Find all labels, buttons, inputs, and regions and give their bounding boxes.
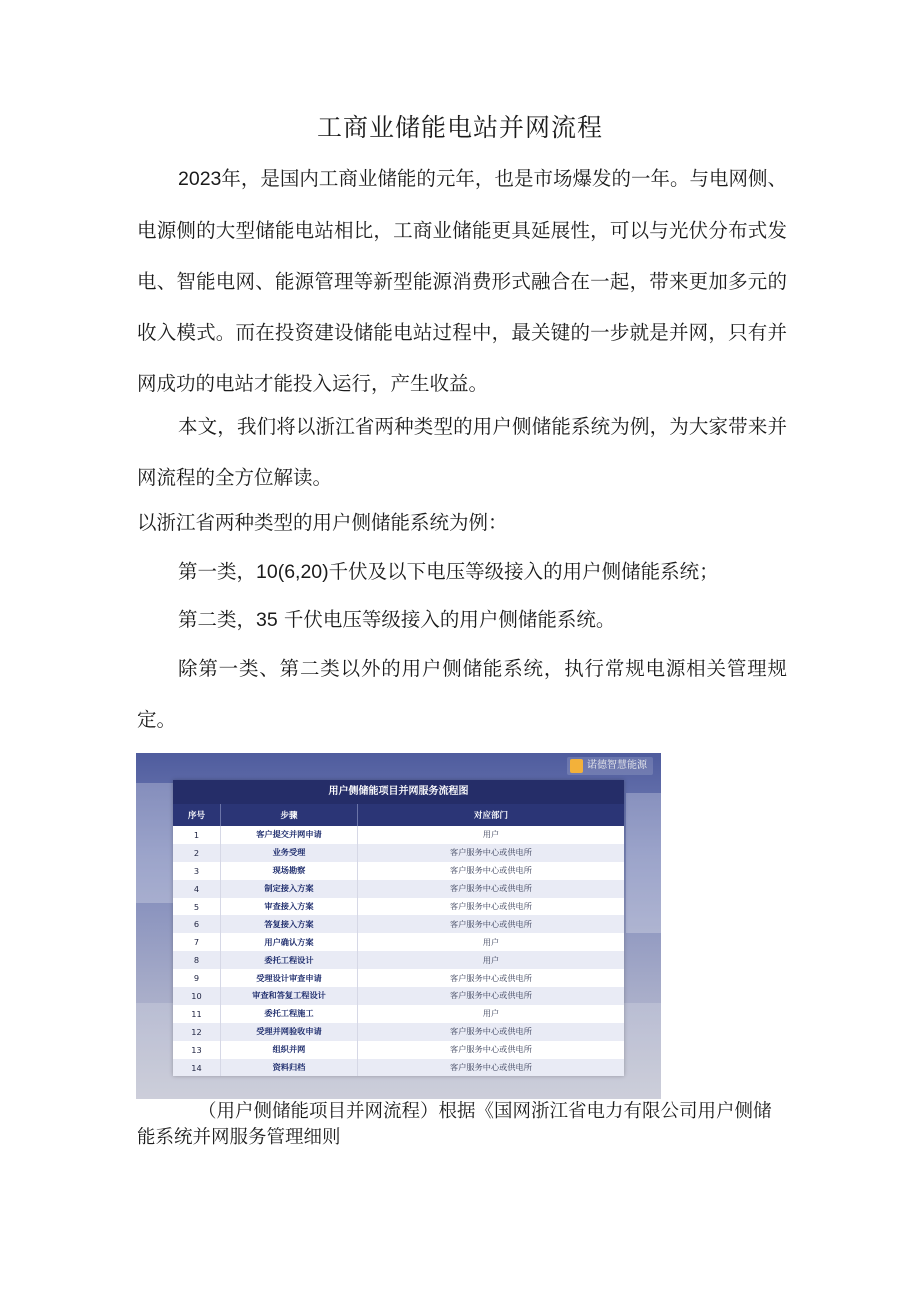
row-department-cell: 客户服务中心或供电所 bbox=[358, 915, 625, 933]
row-department-cell: 客户服务中心或供电所 bbox=[358, 1059, 625, 1077]
row-step-cell: 委托工程设计 bbox=[221, 951, 358, 969]
table-row bbox=[173, 1005, 624, 1023]
category-two-prefix: 第二类， bbox=[178, 608, 257, 631]
figure-caption: （用户侧储能项目并网流程）根据《国网浙江省电力有限公司用户侧储能系统并网服务管理细则 bbox=[137, 1101, 772, 1148]
row-seq-cell: 10 bbox=[173, 987, 221, 1005]
category-one bbox=[178, 557, 719, 587]
table-row bbox=[173, 951, 624, 969]
row-department-cell: 客户服务中心或供电所 bbox=[358, 844, 625, 862]
row-seq-cell: 13 bbox=[173, 1041, 221, 1059]
row-department-cell: 用户 bbox=[358, 951, 625, 969]
header-department: 对应部门 bbox=[358, 804, 625, 826]
row-seq-cell: 11 bbox=[173, 1005, 221, 1023]
row-step-cell: 资料归档 bbox=[221, 1059, 358, 1077]
page-title: 工商业储能电站并网流程 bbox=[316, 113, 603, 142]
intro-year: 2023 bbox=[178, 168, 222, 190]
table-row bbox=[173, 880, 624, 898]
row-department-cell: 用户 bbox=[482, 829, 500, 840]
table-title: 用户侧储能项目并网服务流程图 bbox=[173, 780, 624, 804]
paragraph-overview: 本文，我们将以浙江省两种类型的用户侧储能系统为例，为大家带来并网流程的全方位解读。 bbox=[137, 415, 787, 489]
brand-logo-text: 诺德智慧能源 bbox=[587, 760, 647, 771]
row-step-cell: 受理设计审查申请 bbox=[221, 969, 358, 987]
row-seq-cell: 7 bbox=[173, 933, 221, 951]
row-step-cell: 委托工程施工 bbox=[221, 1005, 358, 1023]
row-step-cell: 制定接入方案 bbox=[221, 880, 358, 898]
example-line: 以浙江省两种类型的用户侧储能系统为例： bbox=[137, 511, 508, 534]
row-step-cell: 现场勘察 bbox=[221, 862, 358, 880]
row-seq-cell: 12 bbox=[173, 1023, 221, 1041]
table-row bbox=[173, 1041, 624, 1059]
row-step-cell: 答复接入方案 bbox=[221, 915, 358, 933]
row-step-cell: 组织并网 bbox=[221, 1041, 358, 1059]
category-one-prefix: 第一类， bbox=[178, 560, 257, 583]
row-department-cell: 客户服务中心或供电所 bbox=[450, 1044, 532, 1055]
table-row bbox=[173, 969, 624, 987]
row-department-cell: 用户 bbox=[482, 1008, 500, 1019]
row-department-cell: 用户 bbox=[482, 936, 500, 947]
process-table-grid bbox=[173, 804, 624, 1076]
background-building bbox=[626, 793, 661, 933]
row-seq-cell: 9 bbox=[173, 969, 221, 987]
category-two bbox=[178, 605, 615, 635]
brand-logo bbox=[567, 757, 653, 775]
row-seq-cell: 1 bbox=[173, 826, 221, 844]
table-row bbox=[173, 862, 624, 880]
row-step-cell: 业务受理 bbox=[221, 844, 358, 862]
row-department-cell: 客户服务中心或供电所 bbox=[358, 880, 625, 898]
table-row bbox=[173, 1059, 624, 1077]
header-seq: 序号 bbox=[173, 804, 221, 826]
row-seq-cell: 4 bbox=[173, 880, 221, 898]
flowchart-figure bbox=[136, 753, 661, 1099]
table-row bbox=[173, 933, 624, 951]
table-row bbox=[173, 987, 624, 1005]
paragraph-other-systems: 除第一类、第二类以外的用户侧储能系统，执行常规电源相关管理规定。 bbox=[137, 657, 787, 731]
intro-text: 年，是国内工商业储能的元年，也是市场爆发的一年。与电网侧、电源侧的大型储能电站相比，工商业储能更具延展性，可以与光伏分布式发电、智能电网、能源管理等新型能源消费形式融合在一起，带来更加多元的收入模式。而在投资建设储能电站过程中，最关键的一步就是并网，只有并网成功的电站才能投入运行，产生收益。 bbox=[137, 167, 787, 395]
row-department-cell: 客户服务中心或供电所 bbox=[358, 1023, 625, 1041]
process-table bbox=[173, 780, 624, 1076]
category-one-suffix: 千伏及以下电压等级接入的用户侧储能系统； bbox=[328, 560, 719, 583]
row-department-cell: 客户服务中心或供电所 bbox=[450, 972, 532, 983]
row-seq-cell: 5 bbox=[173, 898, 221, 916]
background-building bbox=[136, 783, 176, 903]
table-row bbox=[173, 915, 624, 933]
intro-paragraph bbox=[137, 153, 787, 409]
table-header-row bbox=[173, 804, 624, 826]
row-seq-cell: 6 bbox=[173, 915, 221, 933]
row-department-cell: 客户服务中心或供电所 bbox=[450, 901, 532, 911]
row-seq-cell: 2 bbox=[173, 844, 221, 862]
row-step-cell: 受理并网验收申请 bbox=[221, 1023, 358, 1041]
row-step-cell: 用户确认方案 bbox=[221, 933, 358, 951]
row-department-cell: 客户服务中心或供电所 bbox=[450, 865, 532, 876]
row-seq-cell: 8 bbox=[173, 951, 221, 969]
row-seq-cell: 3 bbox=[173, 862, 221, 880]
category-two-suffix: 千伏电压等级接入的用户侧储能系统。 bbox=[277, 608, 616, 631]
row-department-cell: 客户服务中心或供电所 bbox=[358, 987, 625, 1005]
row-step-cell: 客户提交并网申请 bbox=[221, 826, 358, 844]
table-row bbox=[173, 844, 624, 862]
header-step: 步骤 bbox=[221, 804, 358, 826]
category-two-voltage: 35 bbox=[256, 609, 278, 631]
category-one-voltage: 10(6,20) bbox=[256, 561, 329, 583]
row-step-cell: 审查和答复工程设计 bbox=[221, 987, 358, 1005]
row-step-cell: 审查接入方案 bbox=[221, 898, 358, 916]
table-row bbox=[173, 898, 624, 916]
table-row bbox=[173, 826, 624, 844]
brand-logo-icon bbox=[570, 759, 583, 773]
row-seq-cell: 14 bbox=[173, 1059, 221, 1077]
table-body bbox=[173, 826, 624, 1076]
table-row bbox=[173, 1023, 624, 1041]
